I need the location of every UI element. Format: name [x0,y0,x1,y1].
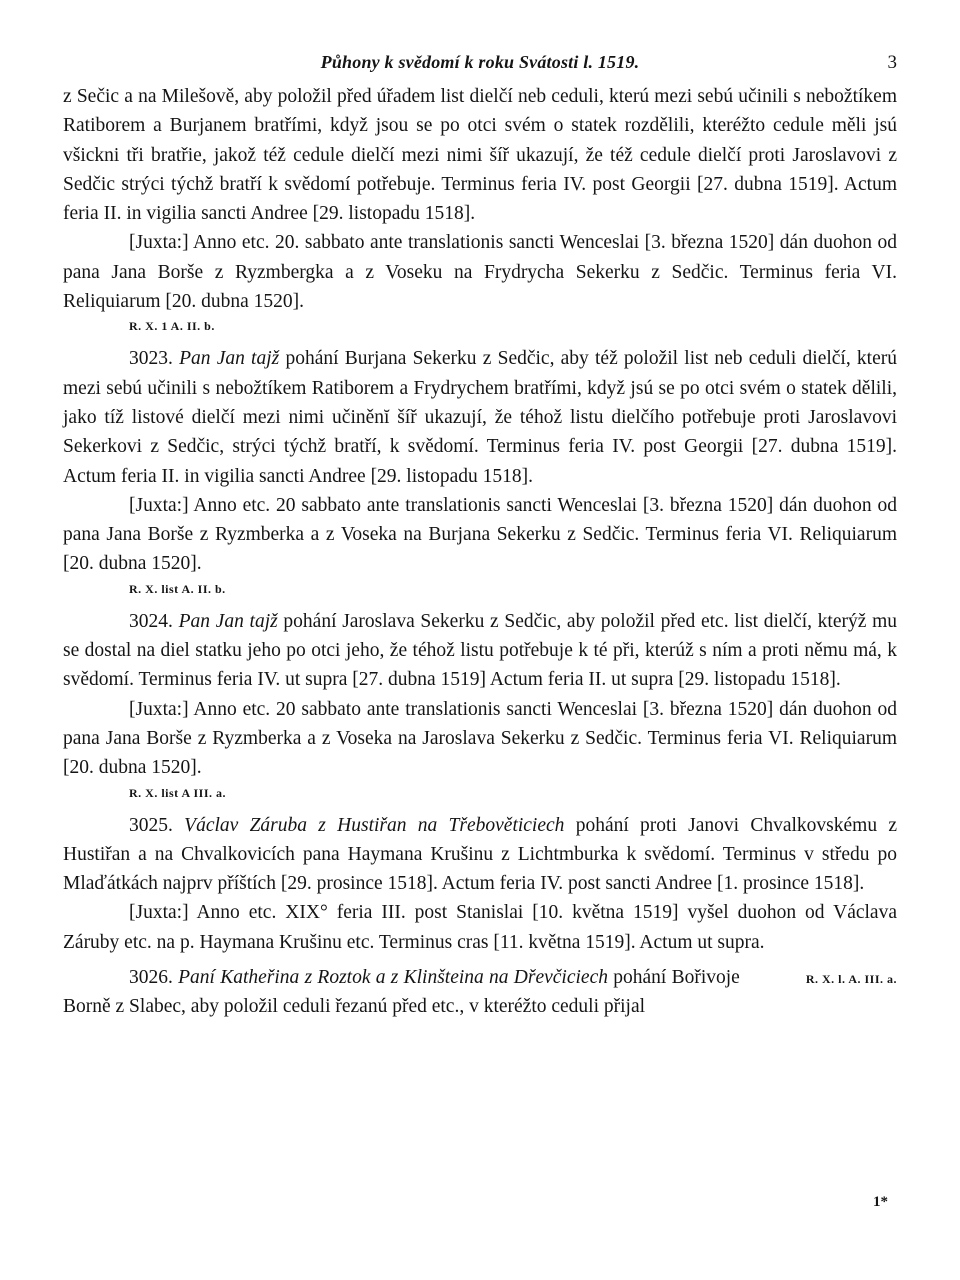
juxta-text: [Juxta:] Anno etc. XIX° feria III. post Stanislai [10. května 1519] vyšel duohon od Václava Záruby etc. na p. Haymana Krušinu etc. Terminus cras [11. května 1519]. Actum ut supra. [63,902,897,953]
entry-3023 [63,344,897,490]
entry-number: 3025. [129,814,173,836]
juxta-note: [Juxta:] Anno etc. 20 sabbato ante translationis sancti Wenceslai [3. března 1520] dán duohon od pana Jana Borše z Ryzmberka a z Voseka na Jaroslava Sekerku z Sedčic. Terminus feria VI. Reliquiarum [20. dubna 1520]. [63,698,897,779]
entry-number: 3024. [129,610,173,632]
entry-party: Pan Jan tajž [178,610,278,632]
entry-text: pohání proti Janovi Chvalkovskému z Hustiřan a na Chvalkovicích pana Haymana Krušinu z Lichtmburka k svědomí. Terminus v středu po Mlaďátkách najprv příštích [29. prosince 1518]. Actum feria IV. post sancti Andree [1. prosince 1518]. [63,814,898,895]
entry-3024 [63,607,897,695]
archive-reference: R. X. 1 A. II. b. [129,319,215,334]
entry-party: Václav Záruba z Hustiřan na Třebověticiech [184,814,565,836]
archive-reference: R. X. list A. II. b. [129,581,226,596]
signature-mark: 1* [873,1194,888,1210]
archive-reference: R. X. l. A. III. a. [805,972,897,987]
juxta-note: [Juxta:] Anno etc. 20. sabbato ante translationis sancti Wenceslai [3. března 1520] dán duohon od pana Jana Borše z Ryzmbergka a z Voseku na Frydrycha Sekerku z Sedčic. Terminus feria VI. Reliquiarum [20. dubna 1520]. [63,232,897,313]
page [63,48,897,1022]
entry-number: 3023. [129,348,173,370]
page-number: 3 [887,52,897,73]
page-header [63,48,897,82]
entry-text: pohání Bořivoje Borně z Slabec, aby položil ceduli řezanú před etc., v kteréžto ceduli přijal [63,967,740,1018]
entry-party: Pan Jan tajž [179,348,280,370]
entry-text: pohání Burjana Sekerku z Sedčic, aby též položil list neb ceduli dielčí, kterú mezi sebú učinili s nebožtíkem Ratiborem a Frydrychem bratřími, když jsú se po otci svém o statek dělili, jako tíž listové dielčí mezi nimi učiněnĭ šíř ukazují, že téhož listu dielčího potřebuje proti Jaroslavovi Sekerkovi z Sedčic, strýci týchž bratří, k svědomí. Terminus feria IV. post Georgii [27. dubna 1519]. Actum feria II. in vigilia sancti Andree [29. listopadu 1518]. [63,348,897,487]
entry-number: 3026. [129,967,173,989]
entry-party: Paní Katheřina z Roztok a z Klinšteina na Dřevčiciech [178,967,608,989]
entry-continuation-text: z Sečic a na Milešově, aby položil před úřadem list dielčí neb ceduli, kterú mezi sebú učinili s nebožtíkem Ratiborem a Burjanem bratřími, když jsou se po otci svém o statek rozdělili, kteréžto cedule měli jsú všickni tři bratřie, jakož též cedule dielčí mezi nimi šíř ukazují, že též cedule dielčí proti Jaroslavovi z Sedčic strýci týchž bratří k svědomí potřebuje. Terminus feria IV. post Georgii [27. dubna 1519]. Actum feria II. in vigilia sancti Andree [29. listopadu 1518]. [63,86,897,225]
entry-text: pohání Jaroslava Sekerku z Sedčic, aby položil před etc. list dielčí, kterýž mu se dostal na diel statku jeho po otci jeho, že téhož listu potřebuje k té při, kterúž s ním a proti němu má, k svědomí. Terminus feria IV. ut supra [27. dubna 1519] Actum feria II. ut supra [29. listopadu 1518]. [63,610,898,691]
running-title: Půhony k svědomí k roku Svátosti l. 1519. [320,52,640,72]
entry-3025 [63,811,897,899]
juxta-note: [Juxta:] Anno etc. 20 sabbato ante translationis sancti Wenceslai [3. března 1520] dán duohon od pana Jana Borše z Ryzmberka a z Voseka na Burjana Sekerku z Sedčic. Terminus feria VI. Reliquiarum [20. dubna 1520]. [63,494,897,575]
archive-reference: R. X. list A III. a. [129,785,227,800]
